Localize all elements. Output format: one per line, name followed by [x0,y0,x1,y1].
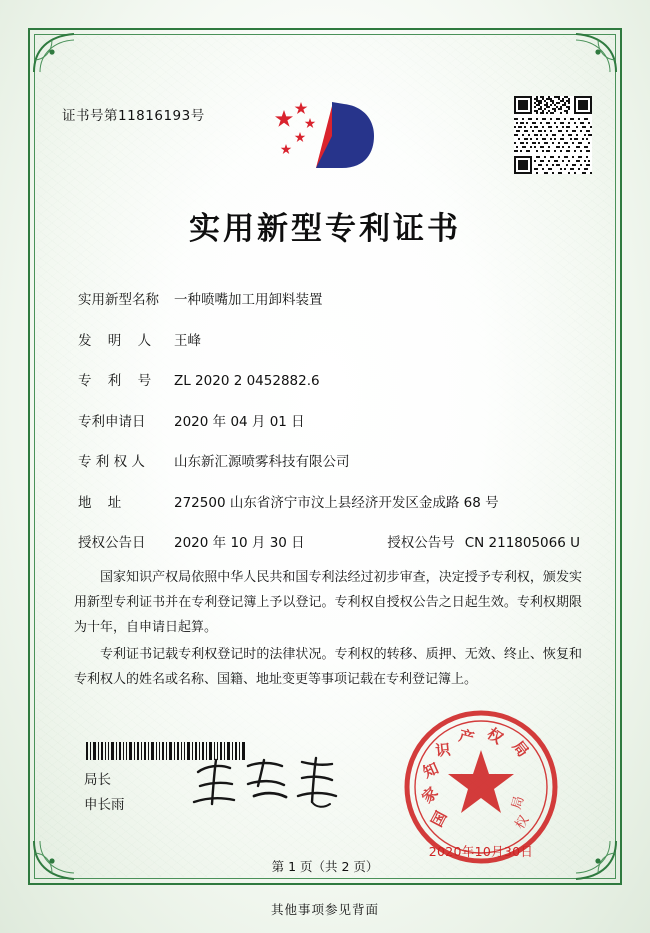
field-label: 发 明 人 [78,332,158,349]
field-label: 授权公告日 [78,535,146,551]
director-role-label: 局长 [84,772,111,788]
field-label: 地 址 [78,494,128,511]
field-label: 专利申请日 [78,413,146,430]
field-value: 山东新汇源喷雾科技有限公司 [174,454,350,470]
svg-text:识: 识 [434,740,452,760]
svg-text:知: 知 [420,759,442,782]
field-row-application-date [78,410,580,430]
field-value: 王峰 [174,332,201,349]
cnipa-logo-icon [270,96,380,178]
svg-text:权: 权 [483,724,507,748]
svg-text:家: 家 [418,783,442,807]
field-value: 2020 年 04 月 01 日 [174,413,305,430]
legal-paragraph-2: 专利证书记载专利权登记时的法律状况。专利权的转移、质押、无效、终止、恢复和专利权人的姓名或名称、国籍、地址变更等事项记载在专利登记簿上。 [74,646,582,687]
field-row-utility-model-name [78,288,580,308]
legal-text-block [74,566,582,695]
svg-text:局: 局 [508,737,533,761]
svg-text:国: 国 [427,808,451,830]
svg-text:局: 局 [509,794,528,812]
seal-date: 2020年10月30日 [428,844,534,859]
field-row-patent-number [78,369,580,389]
field-label: 专 利 权 人 [78,454,145,470]
field-row-address [78,491,580,511]
field-value: 272500 山东省济宁市汶上县经济开发区金成路 68 号 [174,494,499,511]
qr-code-icon [514,96,592,174]
svg-text:权: 权 [512,813,533,833]
patent-fields [78,288,580,572]
field-label: 实用新型名称 [78,292,159,308]
field-value: 一种喷嘴加工用卸料装置 [174,292,323,308]
field-value-secondary: CN 211805066 U [464,535,580,551]
signature-block [84,768,125,818]
legal-paragraph-1: 国家知识产权局依照中华人民共和国专利法经过初步审查，决定授予专利权，颁发实用新型专利证书并在专利登记簿上予以登记。专利权自授权公告之日起生效。专利权期限为十年，自申请日起算。 [74,570,582,635]
page-number: 第 1 页（共 2 页） [271,859,379,874]
field-row-grant-announcement [78,531,580,551]
field-row-inventor [78,329,580,349]
certificate-number: 证书号第11816193号 [62,108,205,124]
field-row-patentee [78,450,580,470]
page-title: 实用新型专利证书 [189,211,461,247]
handwritten-signature [186,752,346,814]
field-label: 专 利 号 [78,373,158,389]
field-value: 2020 年 10 月 30 日 [174,535,305,551]
svg-text:产: 产 [457,726,476,748]
field-label-secondary: 授权公告号 [387,535,455,551]
field-value: ZL 2020 2 0452882.6 [174,373,320,389]
footer-note: 其他事项参见背面 [270,902,379,917]
director-name: 申长雨 [84,796,125,813]
